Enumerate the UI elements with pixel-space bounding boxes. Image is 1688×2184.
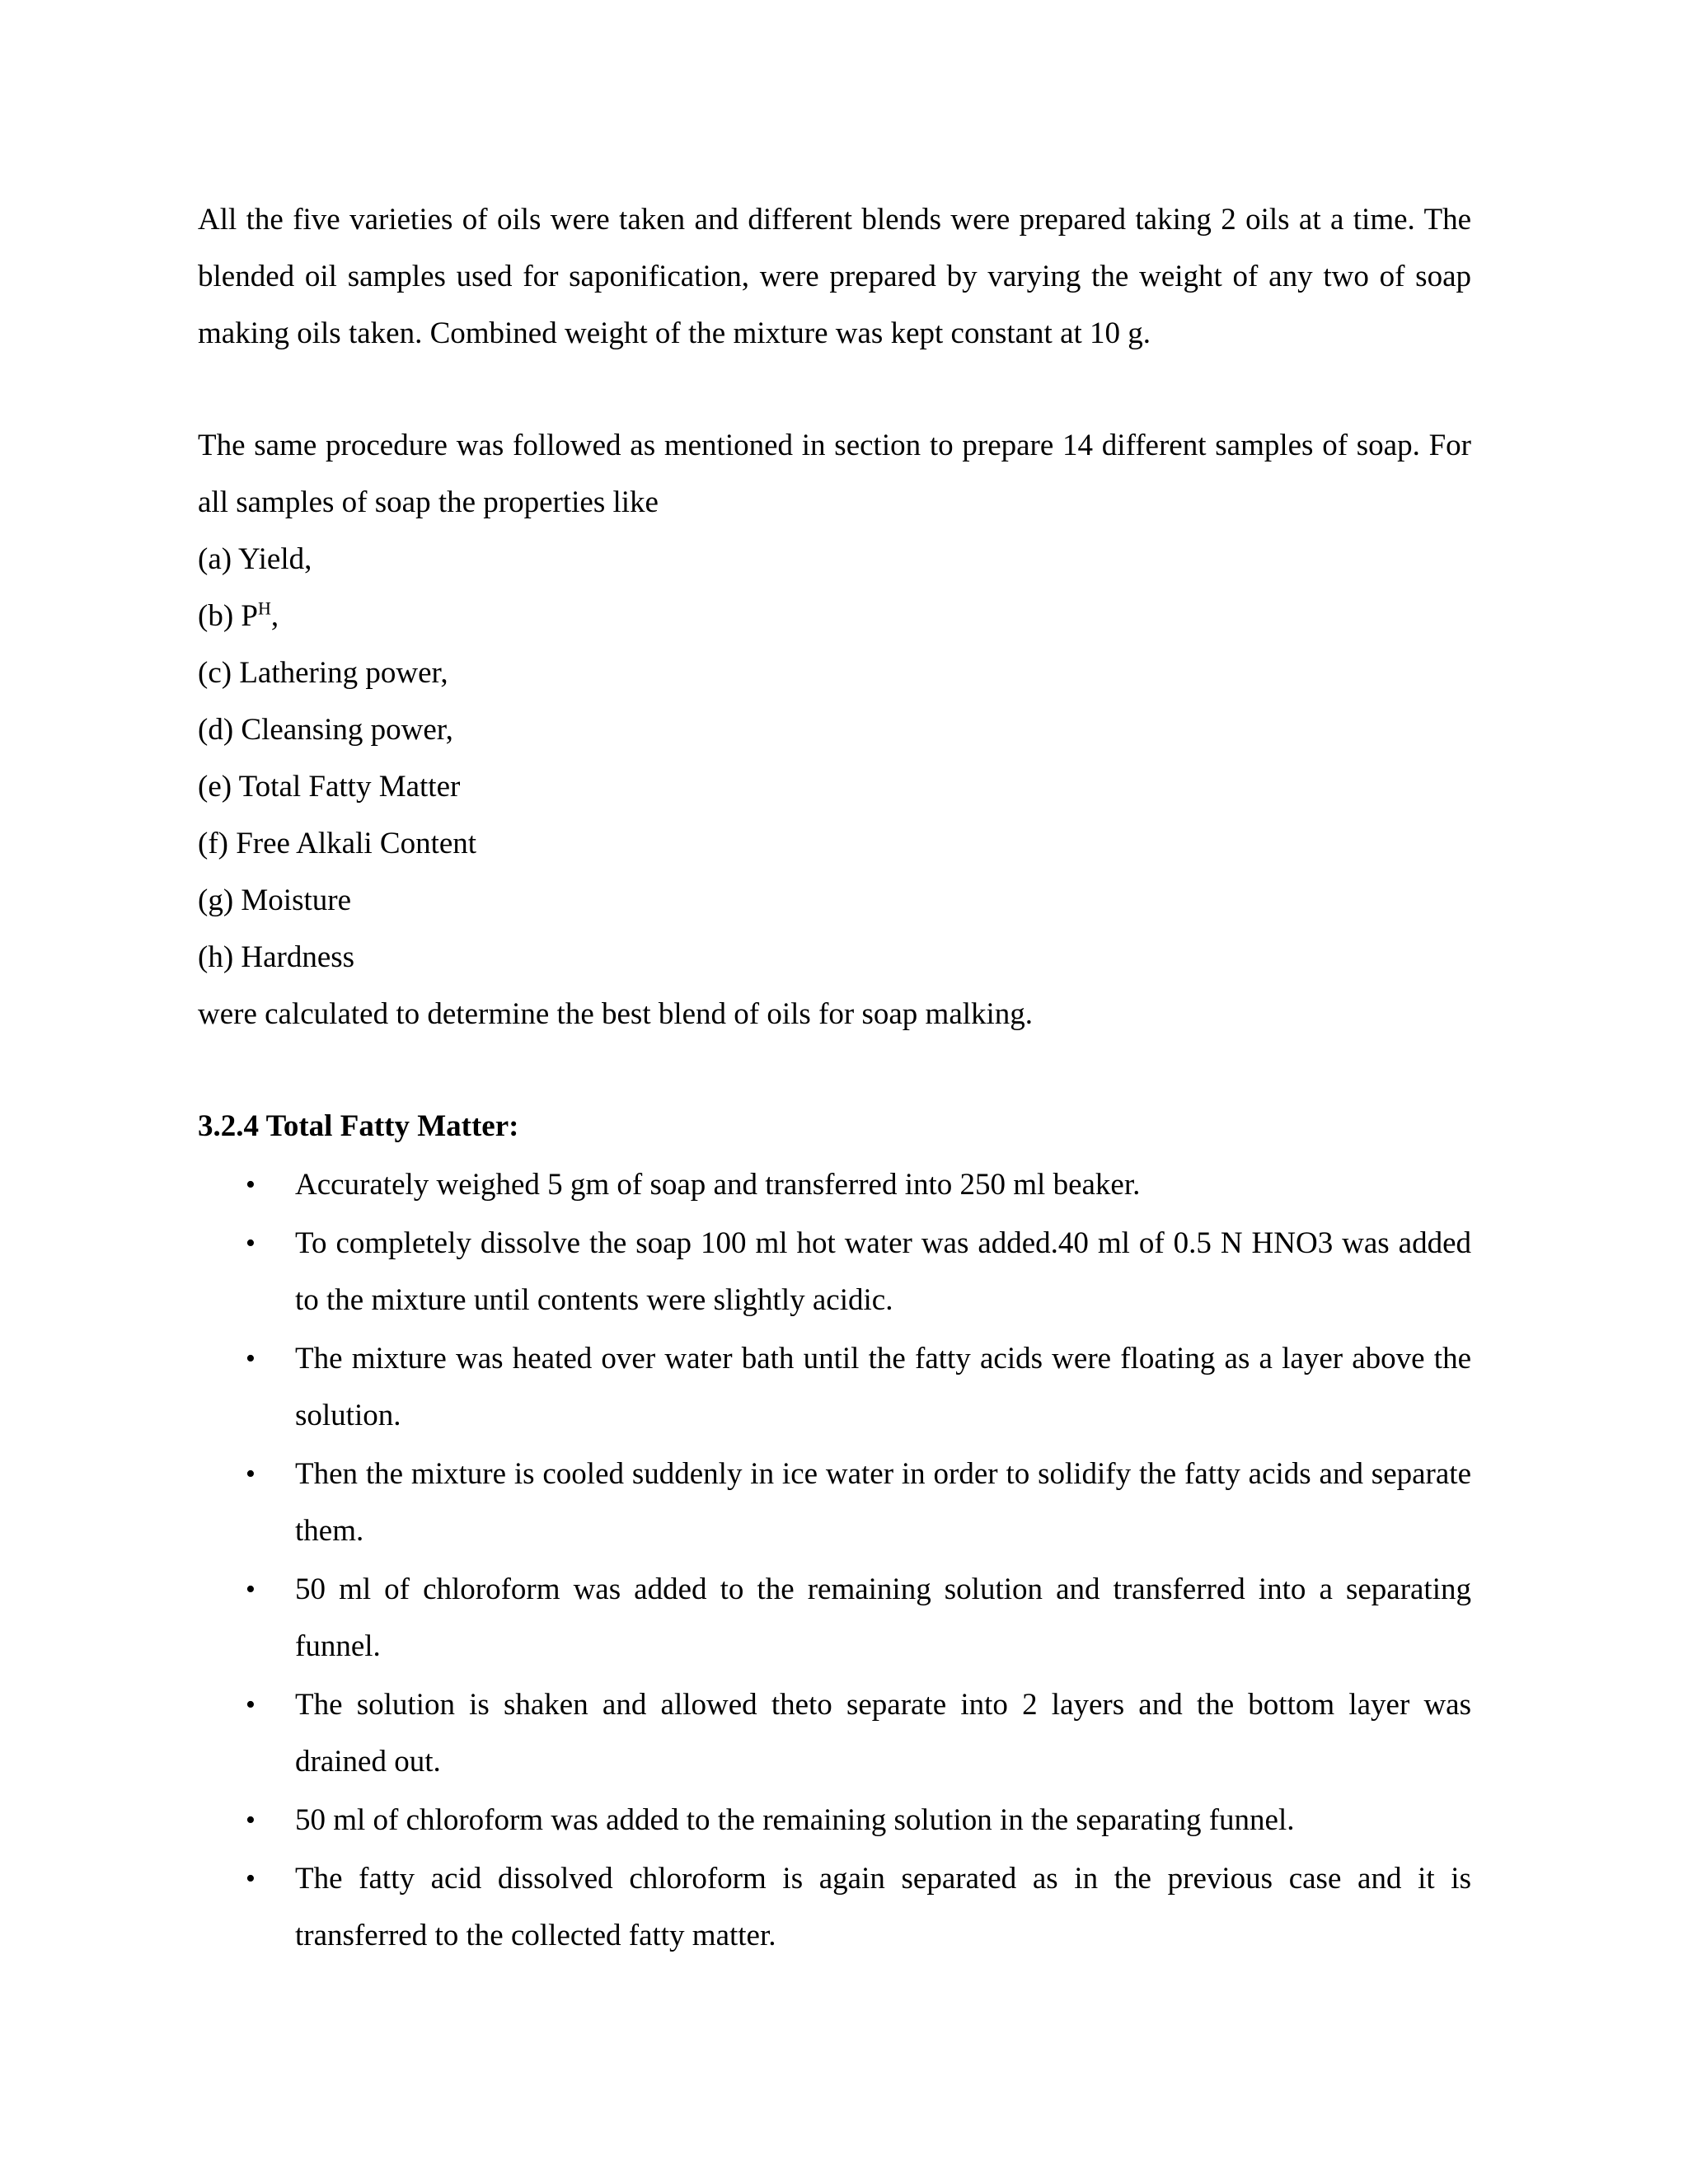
- procedure-steps-list: [198, 1156, 1471, 1964]
- bullet-icon: •: [246, 1459, 256, 1489]
- intro-paragraph: All the five varieties of oils were taken and different blends were prepared taking 2 oils at a time. The blended oil samples used for saponification, were prepared by varying the weight of any two of soap making oils taken. Combined weight of the mixture was kept constant at 10 g.: [198, 203, 1471, 350]
- list-item: [198, 1792, 1471, 1849]
- bullet-icon: •: [246, 1690, 256, 1720]
- bullet-icon: •: [246, 1228, 256, 1258]
- list-item: [198, 1446, 1471, 1559]
- step-text: To completely dissolve the soap 100 ml hot water was added.40 ml of 0.5 N HNO3 was added to the mixture until contents were slightly acidic.: [295, 1226, 1471, 1317]
- list-item: [198, 1561, 1471, 1675]
- property-moisture: (g) Moisture: [198, 883, 351, 917]
- list-item: [198, 1676, 1471, 1790]
- property-ph: [198, 588, 1471, 644]
- step-text: 50 ml of chloroform was added to the remaining solution in the separating funnel.: [295, 1803, 1295, 1837]
- step-text: The fatty acid dissolved chloroform is again separated as in the previous case and it is transferred to the collected fatty matter.: [295, 1862, 1471, 1952]
- step-text: The mixture was heated over water bath until the fatty acids were floating as a layer above the solution.: [295, 1342, 1471, 1432]
- property-yield: (a) Yield,: [198, 542, 312, 576]
- list-item: [198, 1850, 1471, 1964]
- list-item: [198, 1215, 1471, 1329]
- list-item: [198, 1156, 1471, 1213]
- step-text: The solution is shaken and allowed theto separate into 2 layers and the bottom layer was drained out.: [295, 1688, 1471, 1779]
- conclusion-sentence: were calculated to determine the best blend of oils for soap malking.: [198, 997, 1034, 1031]
- property-ph-superscript: H: [257, 598, 271, 619]
- property-ph-suffix: ,: [270, 599, 279, 633]
- list-item: [198, 1330, 1471, 1444]
- property-cleansing-power: (d) Cleansing power,: [198, 713, 453, 747]
- bullet-icon: •: [246, 1574, 256, 1605]
- section-heading: 3.2.4 Total Fatty Matter:: [198, 1109, 519, 1143]
- procedure-paragraph: The same procedure was followed as mentioned in section to prepare 14 different samples of soap. For all samples of soap the properties like: [198, 429, 1471, 519]
- step-text: Then the mixture is cooled suddenly in ice water in order to solidify the fatty acids and separate them.: [295, 1457, 1471, 1548]
- bullet-icon: •: [246, 1805, 256, 1835]
- step-text: Accurately weighed 5 gm of soap and transferred into 250 ml beaker.: [295, 1168, 1141, 1202]
- bullet-icon: •: [246, 1863, 256, 1894]
- document-page: [198, 191, 1471, 1966]
- property-hardness: (h) Hardness: [198, 940, 355, 974]
- paragraph-gap: [198, 362, 1471, 417]
- property-free-alkali-content: (f) Free Alkali Content: [198, 827, 477, 860]
- property-lathering-power: (c) Lathering power,: [198, 656, 448, 690]
- property-total-fatty-matter: (e) Total Fatty Matter: [198, 770, 461, 804]
- bullet-icon: •: [246, 1169, 256, 1200]
- bullet-icon: •: [246, 1343, 256, 1374]
- property-ph-prefix: (b) P: [198, 599, 258, 633]
- step-text: 50 ml of chloroform was added to the remaining solution and transferred into a separating funnel.: [295, 1572, 1471, 1663]
